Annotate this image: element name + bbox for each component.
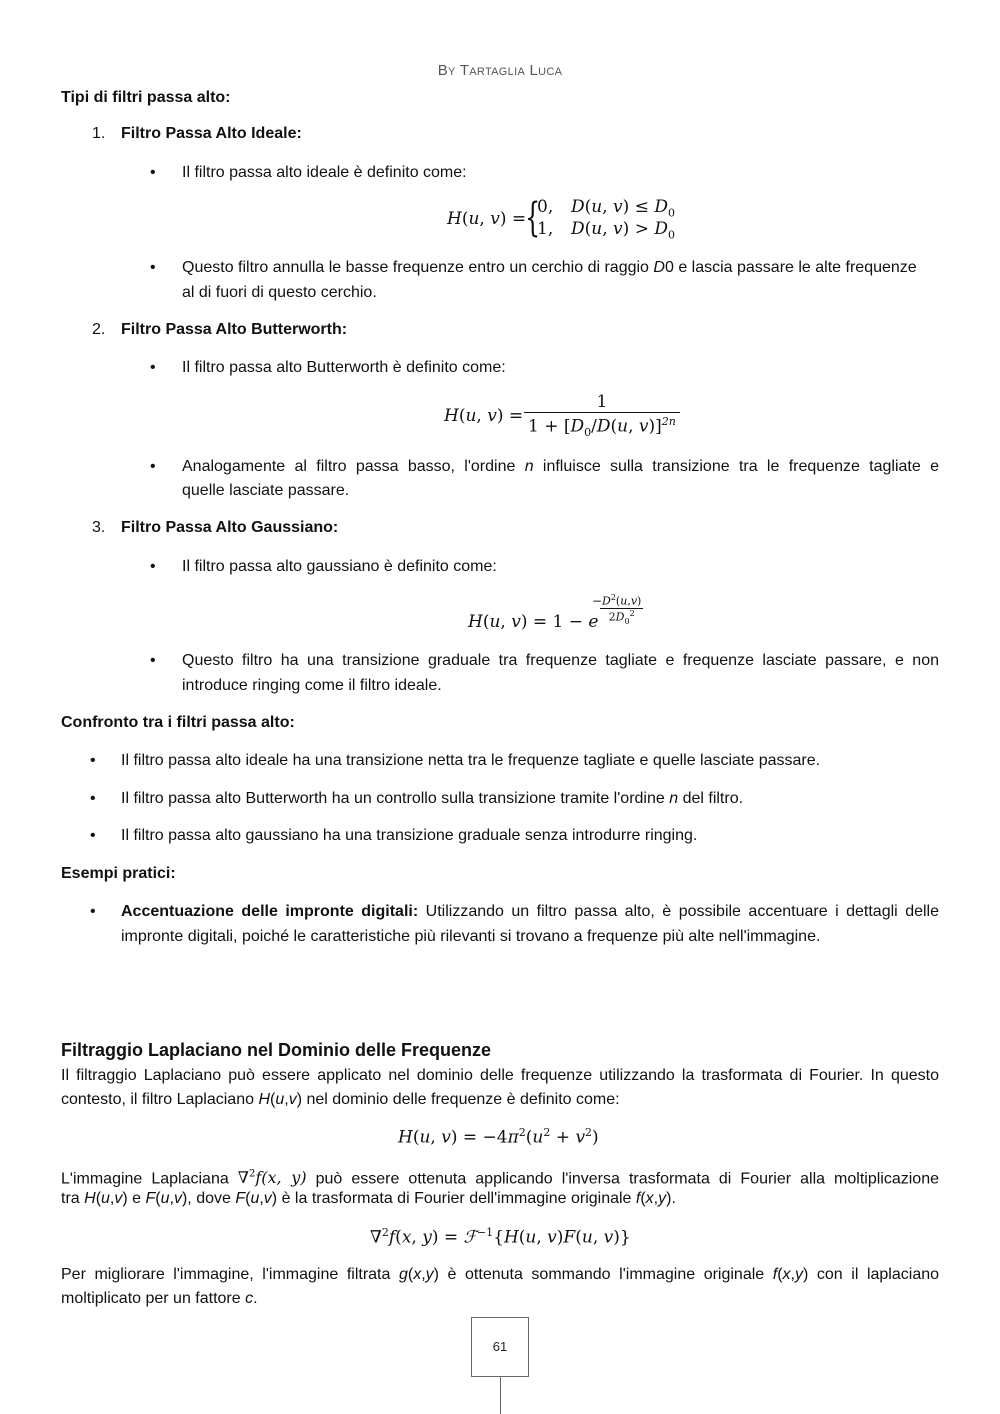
laplacian-paragraph-1-cont: contesto, il filtro Laplaciano H(u,v) nel dominio delle frequenze è definito come: <box>61 1091 620 1108</box>
example-item-1: Accentuazione delle impronte digitali: Utilizzando un filtro passa alto, è possibile accentuare i dettagli delle <box>121 903 940 920</box>
section-title-types: Tipi di filtri passa alto: <box>61 89 231 106</box>
laplacian-paragraph-3-cont: moltiplicato per un fattore c. <box>61 1290 258 1307</box>
bullet-icon: • <box>150 458 156 475</box>
bullet-icon: • <box>150 359 156 376</box>
list-number-1: 1. <box>92 125 106 142</box>
item2-bullet2-cont: quelle lasciate passare. <box>182 482 350 499</box>
equation-butterworth: H(u, v) = $\frac{1}{1 + [D_0/D(u, v)]^{2n}}$ <box>444 392 694 442</box>
equation-laplacian-filter: H(u, $v) = -4\pi^2(u^2 + v^2)$ <box>398 1126 599 1148</box>
bullet-icon: • <box>150 652 156 669</box>
item3-bullet2-cont: introduce ringing come il filtro ideale. <box>182 677 442 694</box>
item3-bullet2: Questo filtro ha una transizione graduale tra frequenze tagliate e frequenze lasciate passare, e non <box>182 652 939 669</box>
equation-ideal: H(u, v) = { 0, D(u, $v) \le D_0$ 1, D(u, $v) > D_0$ <box>447 195 675 242</box>
item3-title: Filtro Passa Alto Gaussiano: <box>121 519 339 536</box>
comparison-item-2: Il filtro passa alto Butterworth ha un controllo sulla transizione tramite l'ordine n del filtro. <box>121 790 744 807</box>
bullet-icon: • <box>150 558 156 575</box>
item2-bullet2: Analogamente al filtro passa basso, l'ordine n influisce sulla transizione tra le frequenze tagliate e <box>182 458 939 475</box>
laplacian-paragraph-1: Il filtraggio Laplaciano può essere applicato nel dominio delle frequenze utilizzando la trasformata di Fourier. In questo <box>61 1067 939 1084</box>
bullet-icon: • <box>90 903 96 920</box>
section-title-examples: Esempi pratici: <box>61 865 176 882</box>
laplacian-paragraph-3: Per migliorare l'immagine, l'immagine filtrata g(x,y) è ottenuta sommando l'immagine originale f(x,y) con il laplaciano <box>61 1266 940 1283</box>
bullet-icon: • <box>90 752 96 769</box>
bullet-icon: • <box>90 827 96 844</box>
bullet-icon: • <box>150 164 156 181</box>
bullet-icon: • <box>150 259 156 276</box>
item1-bullet1: Il filtro passa alto ideale è definito come: <box>182 164 467 181</box>
item1-bullet2: Questo filtro annulla le basse frequenze entro un cerchio di raggio D0 e lascia passare le alte frequenze <box>182 259 917 276</box>
page-number: 61 <box>471 1317 529 1377</box>
bullet-icon: • <box>90 790 96 807</box>
equation-laplacian-inverse: ∇$^2$f(x, y) = ℱ$^{-1}${H(u, v)F(u, v)} <box>370 1226 631 1248</box>
list-number-2: 2. <box>92 321 106 338</box>
laplacian-section-title: Filtraggio Laplaciano nel Dominio delle Frequenze <box>61 1040 492 1060</box>
item2-title: Filtro Passa Alto Butterworth: <box>121 321 348 338</box>
item2-bullet1: Il filtro passa alto Butterworth è definito come: <box>182 359 506 376</box>
list-number-3: 3. <box>92 519 106 536</box>
example-item-1-cont: impronte digitali, poiché le caratteristiche più rilevanti si trovano a frequenze più alte nell'immagine. <box>121 928 821 945</box>
item1-bullet2-cont: al di fuori di questo cerchio. <box>182 284 377 301</box>
section-title-comparison: Confronto tra i filtri passa alto: <box>61 714 295 731</box>
page-header: By Tartaglia Luca <box>437 62 563 79</box>
laplacian-paragraph-2: L'immagine Laplaciana ∇$^2$f(x, y) può essere ottenuta applicando l'inversa trasformata di Fourier alla moltiplicazione <box>61 1168 939 1188</box>
page-number-connector <box>500 1376 501 1414</box>
equation-gaussian: H(u, v) = 1 − e − $\frac{D^2(u,v)}{2D_0^2}$ <box>468 593 642 632</box>
item3-bullet1: Il filtro passa alto gaussiano è definito come: <box>182 558 497 575</box>
comparison-item-3: Il filtro passa alto gaussiano ha una transizione graduale senza introdurre ringing. <box>121 827 698 844</box>
comparison-item-1: Il filtro passa alto ideale ha una transizione netta tra le frequenze tagliate e quelle lasciate passare. <box>121 752 821 769</box>
item1-title: Filtro Passa Alto Ideale: <box>121 125 302 142</box>
laplacian-paragraph-2-cont: tra H(u,v) e F(u,v), dove F(u,v) è la trasformata di Fourier dell'immagine originale f(x,y). <box>61 1190 676 1207</box>
